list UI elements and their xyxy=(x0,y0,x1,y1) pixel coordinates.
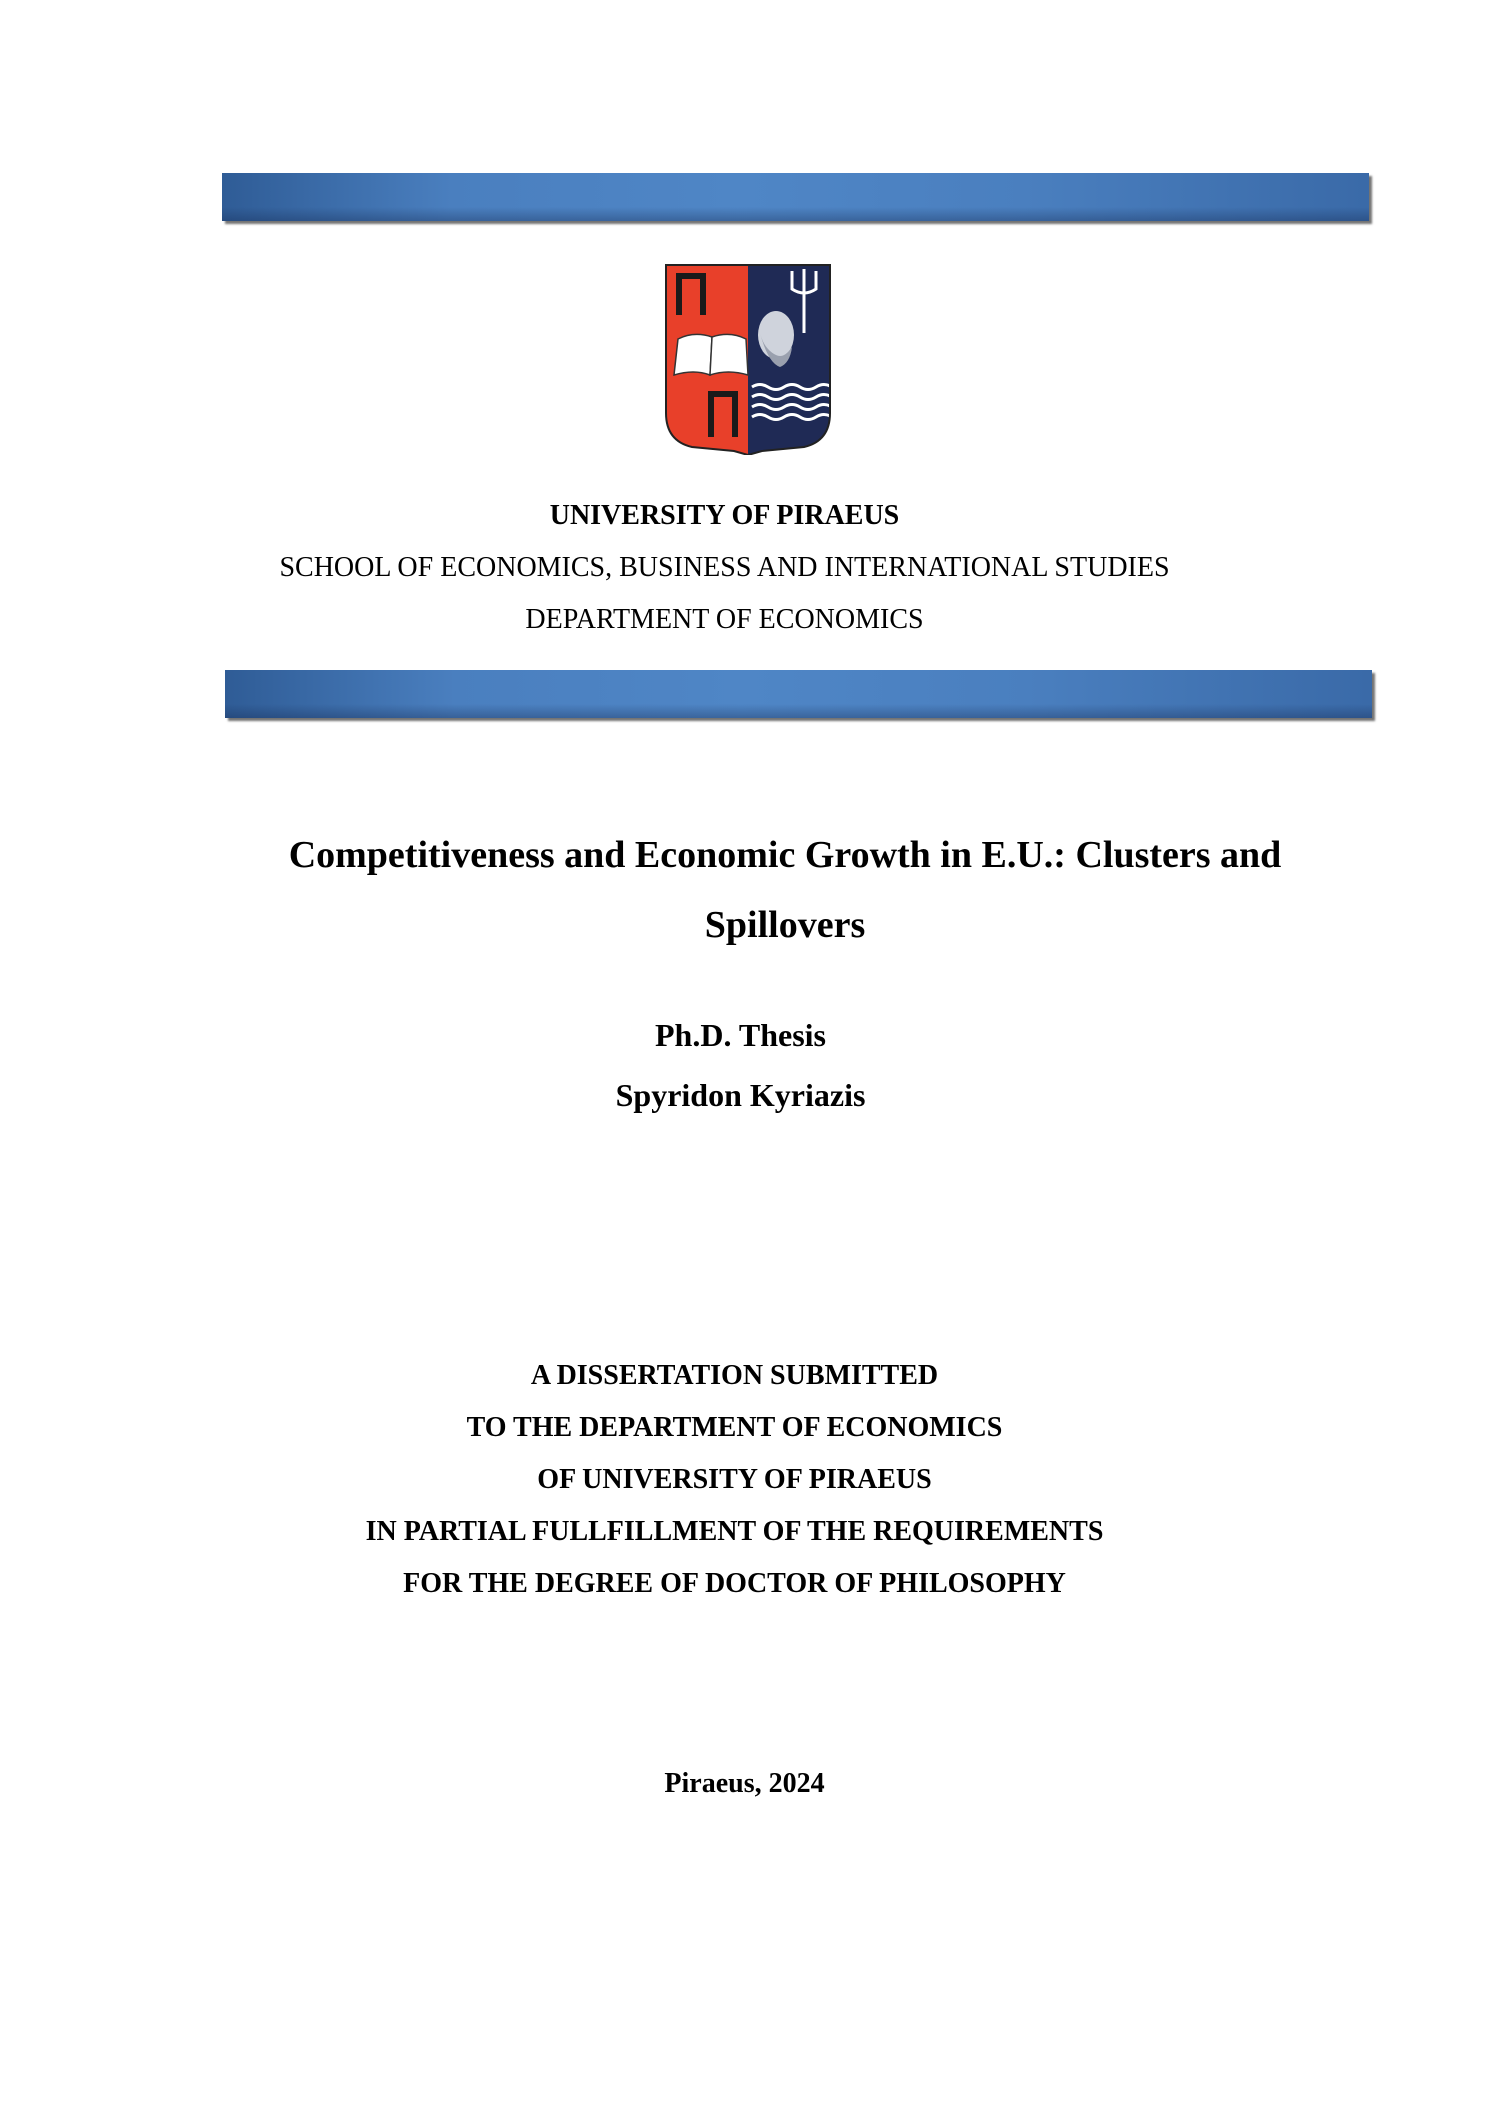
top-decorative-band xyxy=(222,173,1369,221)
department-name: DEPARTMENT OF ECONOMICS xyxy=(525,604,924,635)
thesis-title xyxy=(200,820,1370,960)
author-name: Spyridon Kyriazis xyxy=(615,1077,866,1113)
thesis-title-line-2: Spillovers xyxy=(704,904,866,946)
school-name: SCHOOL OF ECONOMICS, BUSINESS AND INTERNATIONAL STUDIES xyxy=(279,552,1170,583)
submission-line: FOR THE DEGREE OF DOCTOR OF PHILOSOPHY xyxy=(403,1568,1066,1599)
submission-line: A DISSERTATION SUBMITTED xyxy=(530,1360,939,1391)
university-crest-icon xyxy=(664,263,832,455)
university-name: UNIVERSITY OF PIRAEUS xyxy=(549,500,900,531)
submission-line: IN PARTIAL FULLFILLMENT OF THE REQUIREMENTS xyxy=(365,1516,1104,1547)
place-and-year: Piraeus, 2024 xyxy=(664,1768,825,1799)
submission-statement xyxy=(0,1350,1489,1610)
thesis-title-line-1: Competitiveness and Economic Growth in E.U.: Clusters and xyxy=(288,834,1282,876)
submission-line: OF UNIVERSITY OF PIRAEUS xyxy=(537,1464,932,1495)
bottom-decorative-band xyxy=(225,670,1372,718)
thesis-type: Ph.D. Thesis xyxy=(654,1017,826,1053)
submission-line: TO THE DEPARTMENT OF ECONOMICS xyxy=(466,1412,1003,1443)
